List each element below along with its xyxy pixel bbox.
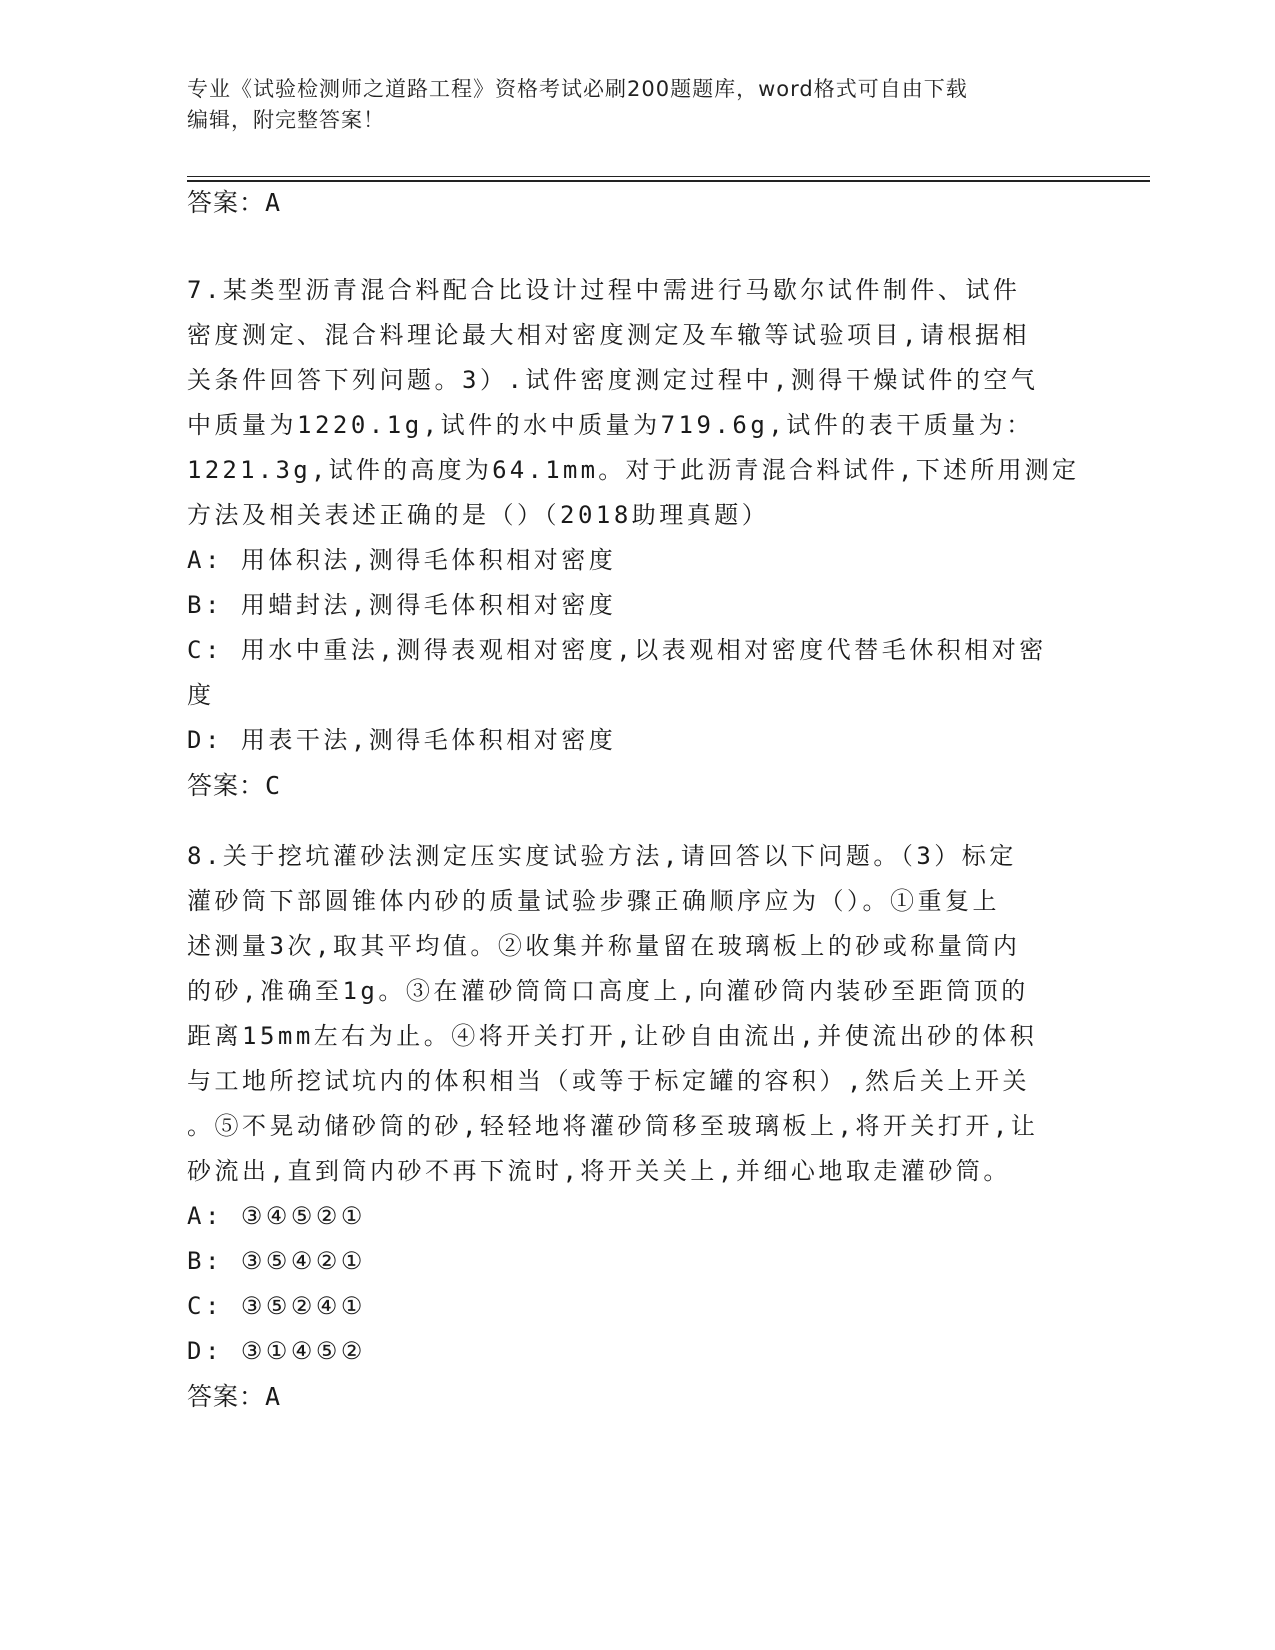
question-8 xyxy=(187,834,1087,1419)
q8-option-b: B: ③⑤④②① xyxy=(187,1247,366,1275)
page-header xyxy=(187,74,1087,136)
q7-option-d: D: 用表干法,测得毛体积相对密度 xyxy=(187,726,617,754)
q8-text-line: 与工地所挖试坑内的体积相当（或等于标定罐的容积）,然后关上开关 xyxy=(187,1067,1030,1095)
q8-answer: 答案：A xyxy=(187,1382,282,1411)
q7-answer: 答案：C xyxy=(187,771,282,800)
q8-text-line: 。⑤不晃动储砂筒的砂,轻轻地将灌砂筒移至玻璃板上,将开关打开,让 xyxy=(187,1112,1039,1140)
q8-text-line: 述测量3次,取其平均值。②收集并称量留在玻璃板上的砂或称量筒内 xyxy=(187,932,1021,960)
q8-option-a: A: ③④⑤②① xyxy=(187,1202,366,1230)
q7-text-line: 方法及相关表述正确的是（）（2018助理真题） xyxy=(187,501,770,529)
q8-option-c: C: ③⑤②④① xyxy=(187,1292,366,1320)
header-rule-thin xyxy=(187,176,1150,177)
q7-text-line: 7.某类型沥青混合料配合比设计过程中需进行马歇尔试件制件、试件 xyxy=(187,276,1021,304)
q7-option-c-cont: 度 xyxy=(187,681,215,709)
header-line-1: 专业《试验检测师之道路工程》资格考试必刷200题题库，word格式可自由下载 xyxy=(187,77,968,101)
question-7 xyxy=(187,268,1087,808)
q7-option-c: C: 用水中重法,测得表观相对密度,以表观相对密度代替毛休积相对密 xyxy=(187,636,1047,664)
q7-text-line: 关条件回答下列问题。3）.试件密度测定过程中,测得干燥试件的空气 xyxy=(187,366,1039,394)
q7-text-line: 中质量为1220.1g,试件的水中质量为719.6g,试件的表干质量为： xyxy=(187,411,1034,439)
q7-text-line: 1221.3g,试件的高度为64.1mm。对于此沥青混合料试件,下述所用测定 xyxy=(187,456,1080,484)
q8-text-line: 8.关于挖坑灌砂法测定压实度试验方法,请回答以下问题。（3）标定 xyxy=(187,842,1017,870)
header-line-2: 编辑，附完整答案！ xyxy=(187,108,385,132)
q8-text-line: 距离15mm左右为止。④将开关打开,让砂自由流出,并使流出砂的体积 xyxy=(187,1022,1038,1050)
q8-text-line: 的砂,准确至1g。③在灌砂筒筒口高度上,向灌砂筒内装砂至距筒顶的 xyxy=(187,977,1029,1005)
q7-text-line: 密度测定、混合料理论最大相对密度测定及车辙等试验项目,请根据相 xyxy=(187,321,1030,349)
q8-text-line: 灌砂筒下部圆锥体内砂的质量试验步骤正确顺序应为（）。①重复上 xyxy=(187,887,1000,915)
q8-option-d: D: ③①④⑤② xyxy=(187,1337,366,1365)
q7-option-b: B: 用蜡封法,测得毛体积相对密度 xyxy=(187,591,617,619)
prev-answer-block xyxy=(187,180,1087,225)
q7-option-a: A: 用体积法,测得毛体积相对密度 xyxy=(187,546,617,574)
prev-answer: 答案：A xyxy=(187,188,282,217)
q8-text-line: 砂流出,直到筒内砂不再下流时,将开关关上,并细心地取走灌砂筒。 xyxy=(187,1157,1011,1185)
